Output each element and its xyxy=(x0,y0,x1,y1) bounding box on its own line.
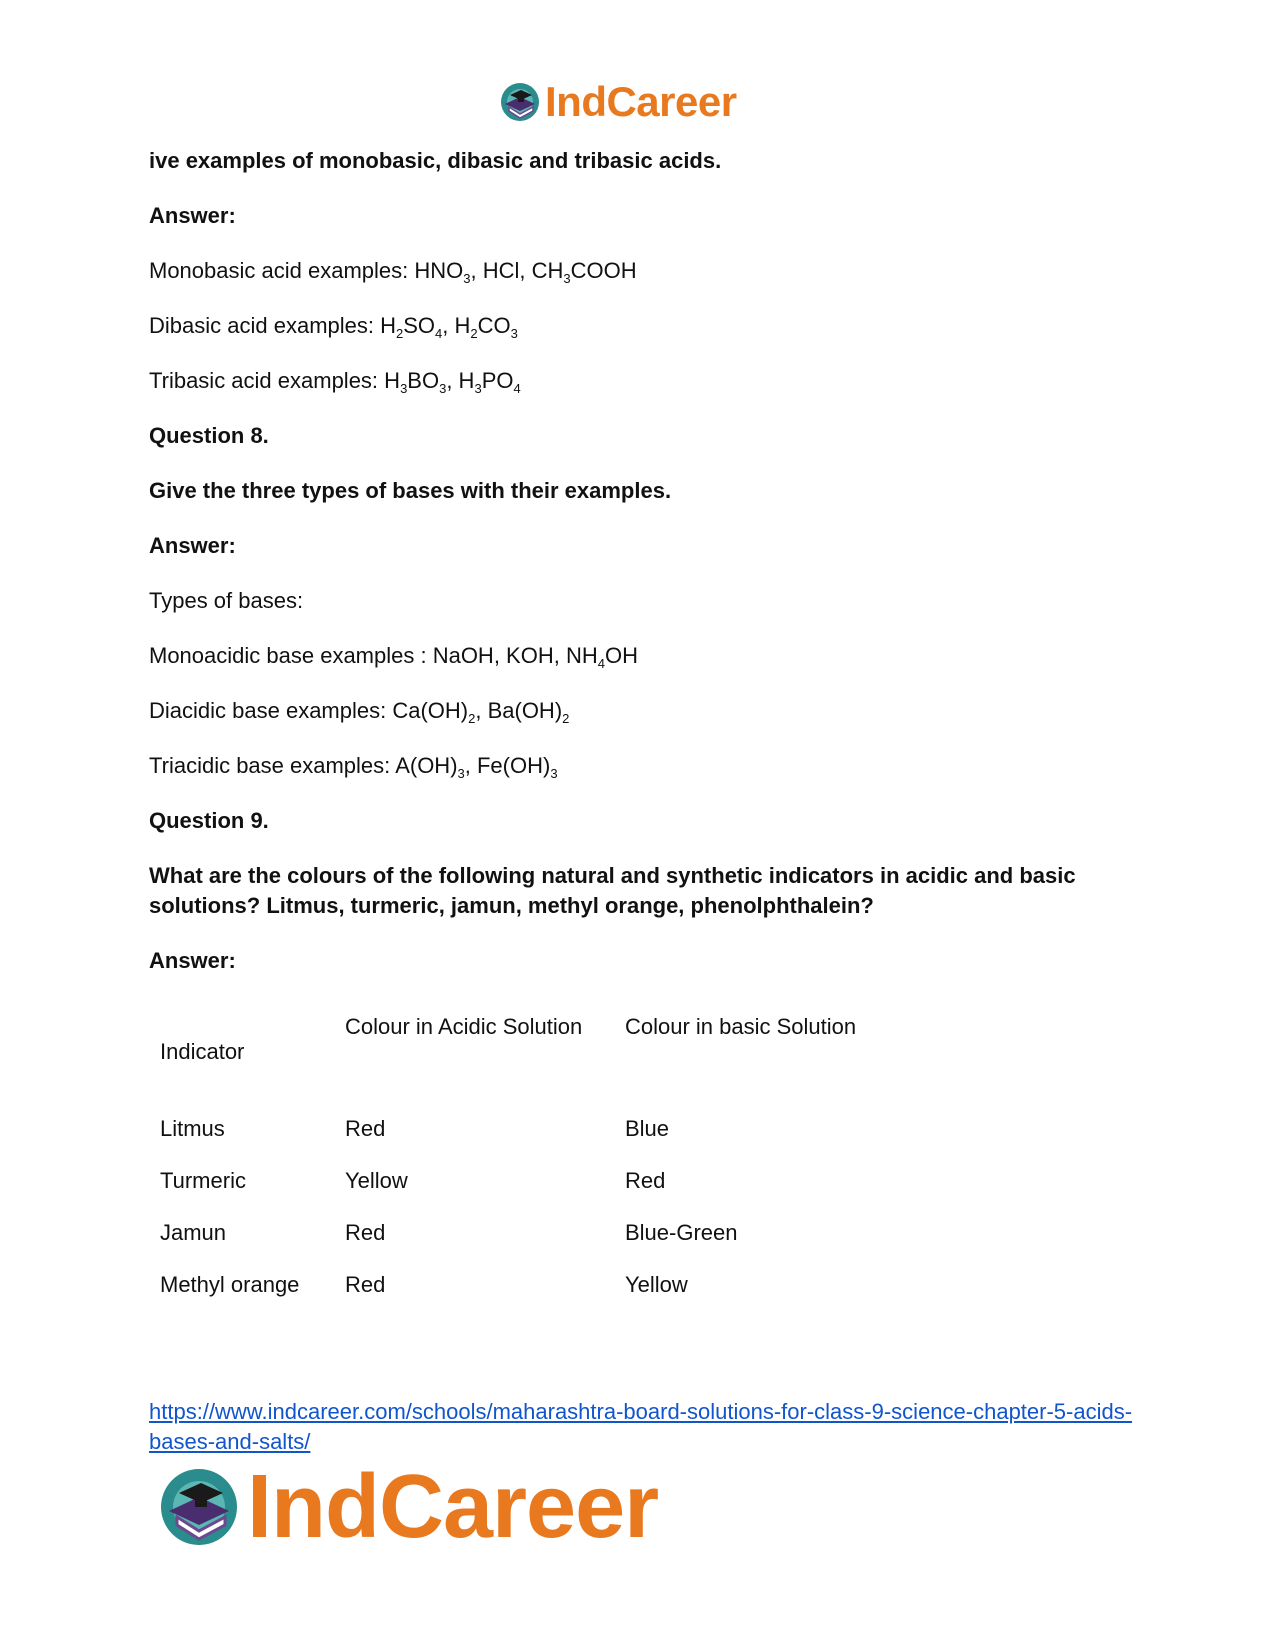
table-cell: Red xyxy=(345,1116,386,1141)
diacidic-line: Diacidic base examples: $Ca(OH)_2$, $Ba(OH)_2$ xyxy=(149,698,570,726)
tribasic-label: Tribasic acid examples: xyxy=(149,368,385,393)
source-link[interactable]: https://www.indcareer.com/schools/maharashtra-board-solutions-for-class-9-science-chapter-5-acids-bases-and-salts/ xyxy=(149,1399,1133,1454)
tribasic-line: Tribasic acid examples: $H_3BO_3$, $H_3PO_4$ xyxy=(149,368,521,396)
monobasic-line: Monobasic acid examples: $HNO_3$, HCl, $CH_3COOH$ xyxy=(149,258,637,286)
monoacidic-label: Monoacidic base examples : NaOH, KOH, NH xyxy=(149,643,598,668)
table-cell: Methyl orange xyxy=(160,1272,300,1297)
types-of-bases: Types of bases: xyxy=(149,588,304,613)
triacidic-line: Triacidic base examples: $A(OH)_3$, $Fe(OH)_3$ xyxy=(149,753,558,781)
question-8-text: Give the three types of bases with their examples. xyxy=(149,478,672,503)
table-cell: Blue xyxy=(625,1116,670,1141)
table-header-basic: Colour in basic Solution xyxy=(625,1014,857,1039)
table-cell: Blue-Green xyxy=(625,1220,738,1245)
table-cell: Red xyxy=(345,1220,386,1245)
table-cell: Yellow xyxy=(625,1272,688,1297)
monoacidic-line: Monoacidic base examples : NaOH, KOH, $NH_4OH$ xyxy=(149,643,638,671)
table-cell: Red xyxy=(345,1272,386,1297)
dibasic-line: Dibasic acid examples: $H_2SO_4$, $H_2CO_3$ xyxy=(149,313,518,341)
question-7-tail: ive examples of monobasic, dibasic and tribasic acids. xyxy=(149,148,722,173)
table-header-acidic: Colour in Acidic Solution xyxy=(345,1014,583,1039)
question-9-text-line-1: What are the colours of the following natural and synthetic indicators in acidic and basic xyxy=(149,863,1076,888)
table-header-indicator: Indicator xyxy=(160,1039,245,1064)
answer-label: Answer: xyxy=(149,948,236,973)
table-cell: Yellow xyxy=(345,1168,408,1193)
table-cell: Turmeric xyxy=(160,1168,246,1193)
triacidic-label: Triacidic base examples: xyxy=(149,753,396,778)
question-9-text-line-2: solutions? Litmus, turmeric, jamun, methyl orange, phenolphthalein? xyxy=(149,893,874,918)
table-cell: Jamun xyxy=(160,1220,227,1245)
monobasic-label: Monobasic acid examples: xyxy=(149,258,415,283)
indcareer-logo-bottom xyxy=(157,1456,659,1557)
graduation-cap-book-icon xyxy=(499,81,541,123)
answer-label: Answer: xyxy=(149,203,236,228)
dibasic-label: Dibasic acid examples: xyxy=(149,313,381,338)
table-cell: Litmus xyxy=(160,1116,225,1141)
answer-label: Answer: xyxy=(149,533,236,558)
table-cell: Red xyxy=(625,1168,666,1193)
question-8-heading: Question 8. xyxy=(149,423,269,448)
diacidic-label: Diacidic base examples: xyxy=(149,698,393,723)
brand-name: IndCareer xyxy=(545,78,737,125)
question-9-heading: Question 9. xyxy=(149,808,269,833)
graduation-cap-book-icon xyxy=(157,1465,241,1549)
indcareer-logo-top xyxy=(499,78,737,126)
brand-name: IndCareer xyxy=(247,1456,659,1557)
